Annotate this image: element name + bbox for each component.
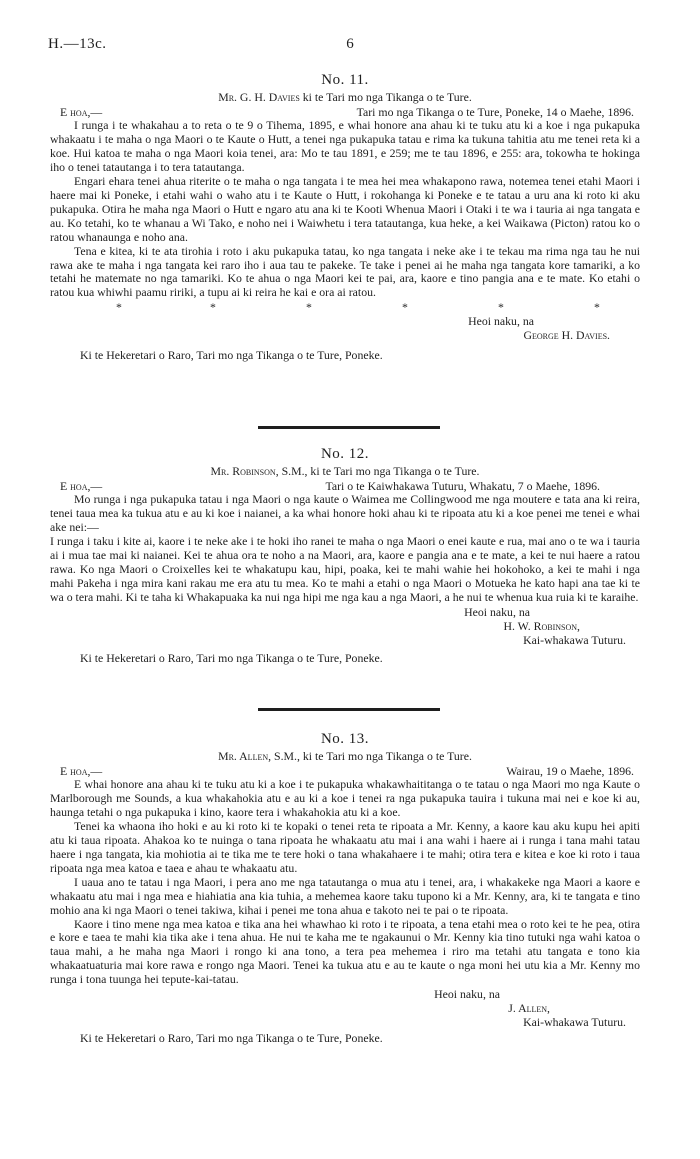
paragraph: Kaore i tino mene nga mea katoa e tika ana hei whawhao ki roto i te ripoata, a tena etahi mea o roto kei te he pea, otira e kore e taea te mahi kia tika ake i tena ahua. He nui te kaha me te ngakaunui o Mr. Kenny kia tino tutuki nga wahi katoa o taua mahi, a he maha nga Maori i rongo ki ana tono, a tera pea mehemea i riro ma tetahi atu tangata e tono kia whakaatuaturia mai kore rawa e rongo nga Maori. Tenei ka tukua atu e au te kaute o nga moni hei utu kia a Mr. Kenny mo runga i tona tuunga hei tepute-kai-tatau. — [50, 916, 640, 987]
paragraph: I runga i te whakahau a to reta o te 9 o Tihema, 1895, e whai honore ana ahau ki te tuku atu ki a koe i nga pukapuka whakaatu i te maha o nga Maori o te Kaute o Hutt, a tenei nga pukapuka tatau e rima ka tukuna tahitia atu me tenei reta ki a koe. Hui katoa te maha o nga Maori koia tenei, ara: Mo te tau 1891, e 259; me te tau 1896, e 255: ara, tokowha te hokinga iho o tenei tatautanga i to tera tatautanga. — [50, 118, 640, 174]
star: * — [594, 300, 600, 315]
page-number: 6 — [346, 36, 354, 52]
letter-subtitle — [50, 749, 640, 764]
paragraph: Tenei ka whaona iho hoki e au ki roto ki te kopaki o tenei reta te ripoata a Mr. Kenny, a kaore kau aku kupu hei apiti atu ki taua ripoata. Ahakoa ko te nuinga o tana ripoata he whakaatu atu mai i ana wahi i haere ai i runga i tana mahi tatau haere i nga tangata, kia mohiotia ai te tika me te tere hoki o tana whakahaere i te mahi; otira tera e kitea e koe ki roto i taua ripoata nga mea katoa e taea e ahau te whakaatu atu. — [50, 818, 640, 875]
star: * — [402, 300, 408, 315]
signature-block — [50, 605, 640, 647]
destination: Ki te Hekeretari o Raro, Tari mo nga Tikanga o te Ture, Poneke. — [80, 1031, 383, 1046]
sender-name: Mr. G. H. Davies — [218, 90, 300, 104]
greeting: E hoa,— — [60, 479, 103, 493]
closing: Heoi naku, na — [464, 604, 530, 619]
letter-subtitle — [50, 464, 640, 479]
greeting-row — [50, 479, 640, 493]
paragraph: E whai honore ana ahau ki te tuku atu ki a koe i te pukapuka whakawhaititanga o te tatau o nga Maori mo nga Kaute o Marlborough me Sounds, a kua whakahokia atu e au ki a koe i tenei ra nga pukapuka tauira i tukuna mai nei e koe ki au, haunga tetahi o nga pukapuka i kino, kaore tera i whakahokia atu ki a koe. — [50, 777, 640, 819]
greeting-row — [50, 105, 640, 119]
paragraph: I uaua ano te tatau i nga Maori, i pera ano me nga tatautanga o mua atu i tenei, ara, i whakakeke nga Maori a kaore e whakaatu atu mai i nga mea e hiahiatia ana kia tuhia, a mehemea kaore taku tupono ki a Mr. Kenny, ara, ki te tangata e tino mohio ana ki nga Maori o tenei takiwa, kihai i penei me tona ahua e takoto nei te pai o te ripoata. — [50, 874, 640, 917]
omission-stars — [50, 300, 640, 314]
closing: Heoi naku, na — [434, 987, 500, 1002]
star: * — [210, 300, 216, 315]
signature-title: Kai-whakawa Tuturu. — [523, 1015, 626, 1030]
signature-title: Kai-whakawa Tuturu. — [523, 632, 626, 647]
star: * — [306, 300, 312, 315]
letter-number: No. 12. — [320, 446, 370, 462]
letter-address: Tari mo nga Tikanga o te Ture, Poneke, 14 o Maehe, 1896. — [356, 105, 634, 119]
section-divider — [258, 708, 440, 711]
sender-name: Mr. Allen — [218, 749, 269, 763]
letter-number: No. 13. — [320, 731, 370, 747]
letter-number: No. 11. — [321, 72, 369, 88]
signature: H. W. Robinson, — [503, 618, 580, 633]
letter-address: Wairau, 19 o Maehe, 1896. — [506, 764, 634, 778]
letter-no-12 — [50, 444, 640, 665]
destination: Ki te Hekeretari o Raro, Tari mo nga Tikanga o te Ture, Poneke. — [80, 348, 383, 363]
letter-no-13 — [50, 729, 640, 1045]
paragraph: Tena e kitea, ki te ata tirohia i roto i aku pukapuka tatau, ko nga tangata i neke ake i te tekau ma rima nga tau he nui rawa ake te maha i nga tangata kei raro iho i aua tau te pakeke. Te take i penei ai he maha nga tangata kore tamariki, a ko tetahi he matemate no nga tamariki. Ko te ahua o nga Maori kei te pai, ara, kaore e tino pangia ana e te mate. Ko etahi o ratou kua whiwhi paamu ririki, a tupu ai ki reira he kai e ora ai ratou. — [50, 243, 640, 300]
star: * — [498, 300, 504, 315]
letter-subtitle — [50, 90, 640, 105]
signature: George H. Davies. — [523, 328, 610, 343]
greeting: E hoa,— — [60, 764, 103, 778]
letter-address: Tari o te Kaiwhakawa Tuturu, Whakatu, 7 o Maehe, 1896. — [325, 479, 600, 493]
paragraph: I runga i taku i kite ai, kaore i te neke ake i te hoki iho ranei te maha o nga Maori o enei kaute e rua, mai ano o te wa i tauria ai i mua tae mai ki naianei. Kei te ahua ora te noho a na Maori, ara, kaore e pangia ana e te mate, a kei te nui haere a ratou rawa. Ko nga Maori o Croixelles kei te whakatupu kau, hipi, poaka, kei te mahi wahie hei hokohoko, a kei te mahi i nga mahi Pakeha i nga mira kani rakau me era atu tu mea. Ko te mahi a etahi o nga Maori o Motueka he kato hapi ana tae ki te wa o tera mahi. Ki te taha ki Whakapuaka ka nui nga hipi me nga kau a nga Maori, a he nui te whenua kua ruia ki te karaihe. — [50, 533, 640, 604]
signature: J. Allen, — [508, 1001, 550, 1016]
signature-block — [50, 314, 640, 342]
destination: Ki te Hekeretari o Raro, Tari mo nga Tikanga o te Ture, Poneke. — [80, 650, 383, 665]
report-reference: H.—13c. — [48, 36, 107, 52]
subtitle-rest: , S.M., ki te Tari mo nga Tikanga o te Ture. — [268, 749, 472, 763]
letter-no-11 — [50, 70, 640, 362]
paragraph: Engari ehara tenei ahua riterite o te maha o nga tangata i te mea hei mea whakapono rawa, notemea tenei etahi Maori i haere mai ki Poneke, i etahi wahi o waho atu i te Kaute o Hutt, i rokohanga ki Poneke e te tatau a uru ana ki roto ki aku pukapuka. Otira he maha nga Maori o Hutt e ngaro atu ana ki te Kooti Whenua Maori i Otaki i te wa i tauria ai nga tangata e au. Ko tetahi, ko te whanau a Wi Tako, e noho nei i Waiwhetu i tera tatautanga, kua heke, a kei Waikawa (Picton) ratou ko o ratou whanaunga e noho ana. — [50, 173, 640, 244]
subtitle-rest: , S.M., ki te Tari mo nga Tikanga o te Ture. — [275, 464, 480, 478]
sender-name: Mr. Robinson — [210, 464, 276, 478]
star: * — [116, 300, 122, 315]
greeting-row — [50, 764, 640, 778]
paragraph: Mo runga i nga pukapuka tatau i nga Maori o nga kaute o Waimea me Collingwood me nga moutere e tata ana ki reira, tenei taua mea ka tukua atu e au ki koe i naianei, a ka whai honore hoki ahau ki te ripoata atu ki a koe penei me tenei e whai ake nei:— — [50, 492, 640, 534]
subtitle-rest: ki te Tari mo nga Tikanga o te Ture. — [299, 90, 472, 104]
section-divider — [258, 426, 440, 429]
signature-block — [50, 987, 640, 1029]
closing: Heoi naku, na — [468, 314, 534, 329]
greeting: E hoa,— — [60, 105, 103, 119]
